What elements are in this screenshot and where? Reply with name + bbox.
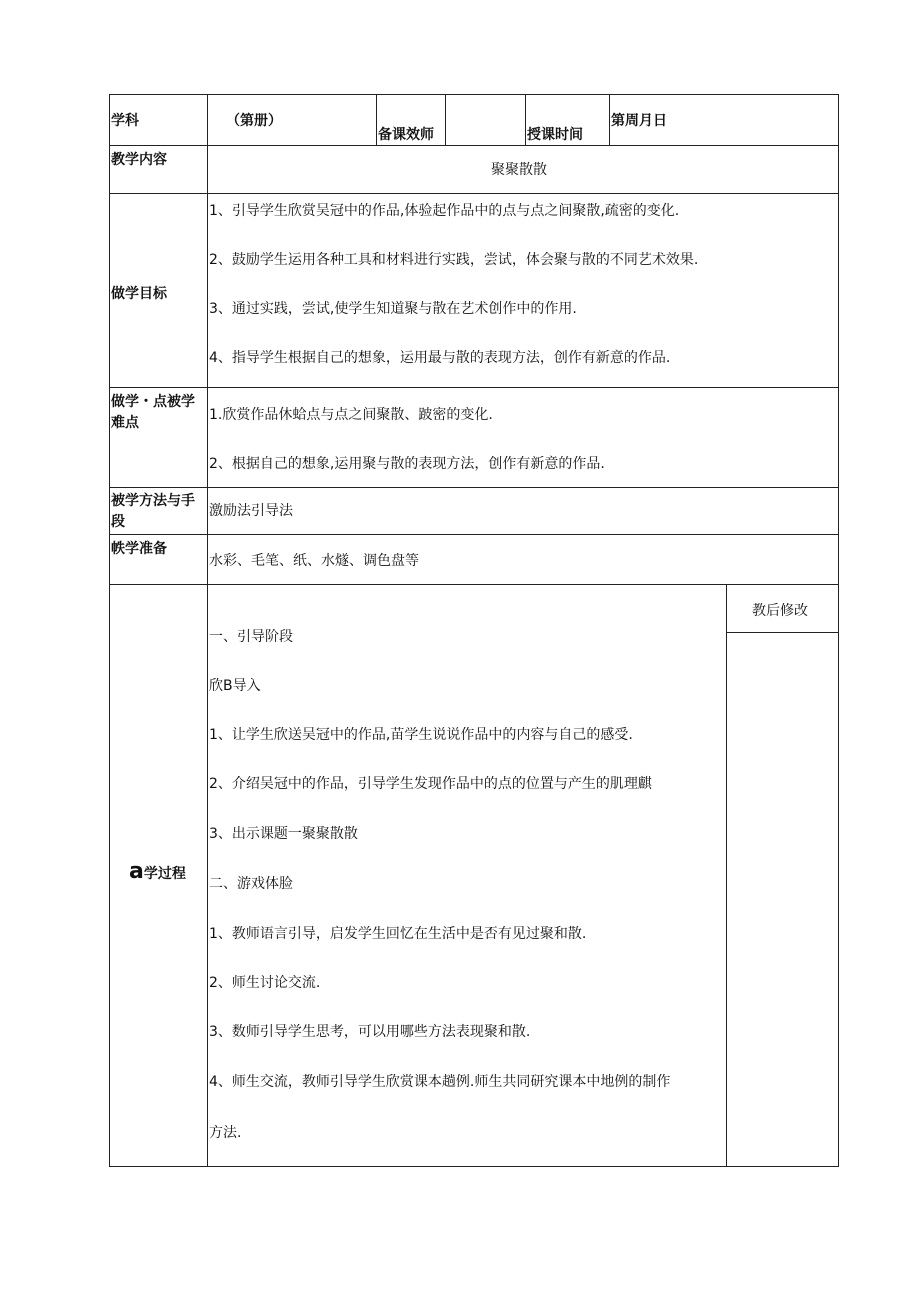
objective-item: 3、通过实践，尝试,使学生知道聚与散在艺术创作中的作用.: [209, 301, 577, 317]
process-item: 3、数师引导学生思考，可以用哪些方法表现聚和散.: [209, 1024, 531, 1040]
key-point-item: 2、根据自己的想象,运用聚与散的表现方法，创作有新意的作品.: [209, 456, 605, 472]
objective-item: 1、引导学生欣赏吴冠中的作品,体验起作品中的点与点之间聚散,疏密的变化.: [209, 203, 680, 219]
process-label-glyph: a: [129, 859, 144, 884]
content-label: 教学内容: [111, 152, 167, 168]
volume-label: （第册）: [226, 113, 282, 129]
preparation-value: 水彩、毛笔、纸、水燧、调色盘等: [209, 553, 419, 569]
date-label: 第周月日: [611, 113, 667, 129]
process-item: 2、师生讨论交流.: [209, 975, 321, 991]
methods-label-line1: 被学方法与手: [111, 493, 195, 509]
objective-item: 4、指导学生根据自己的想象，运用最与散的表现方法，创作有新意的作品.: [209, 350, 671, 366]
process-item: 二、游戏体脸: [209, 876, 293, 892]
subject-label: 学科: [111, 113, 139, 129]
methods-value: 激励法引导法: [209, 503, 293, 519]
process-item: 1、教师语言引导，启发学生回忆在生活中是否有见过聚和散.: [209, 926, 587, 942]
process-item: 方法.: [209, 1125, 242, 1141]
objectives-label: 做学目标: [111, 286, 167, 302]
methods-label-line2: 段: [111, 514, 125, 530]
process-item: 3、出示课题一聚聚散散: [209, 826, 358, 842]
process-item: 欣B导入: [209, 678, 261, 694]
objective-item: 2、鼓励学生运用各种工具和材料进行实践，尝试，体会聚与散的不同艺术效果.: [209, 252, 699, 268]
process-item: 4、师生交流，教师引导学生欣赏课本趟例.师生共同研究课本中地例的制作: [209, 1074, 671, 1090]
process-label-text: 学过程: [143, 866, 186, 882]
key-points-label-line2: 难点: [111, 415, 139, 431]
prep-teacher-label: 备课效师: [378, 127, 434, 143]
preparation-label: 帙学准备: [111, 541, 167, 557]
revision-label: 教后修改: [752, 603, 808, 619]
process-item: 2、介绍吴冠中的作品，引导学生发现作品中的点的位置与产生的肌理麒: [209, 776, 652, 792]
process-item: 1、让学生欣送吴冠中的作品,苗学生说说作品中的内容与自己的感受.: [209, 727, 633, 743]
class-time-label: 授课时间: [527, 127, 583, 143]
process-label: [129, 859, 186, 884]
key-points-label-line1: 做学・点被学: [111, 394, 195, 410]
key-point-item: 1.欣赏作品休蛤点与点之间聚散、跛密的变化.: [209, 407, 493, 423]
process-item: 一、引导阶段: [209, 629, 293, 645]
content-value: 聚聚散散: [491, 162, 547, 178]
